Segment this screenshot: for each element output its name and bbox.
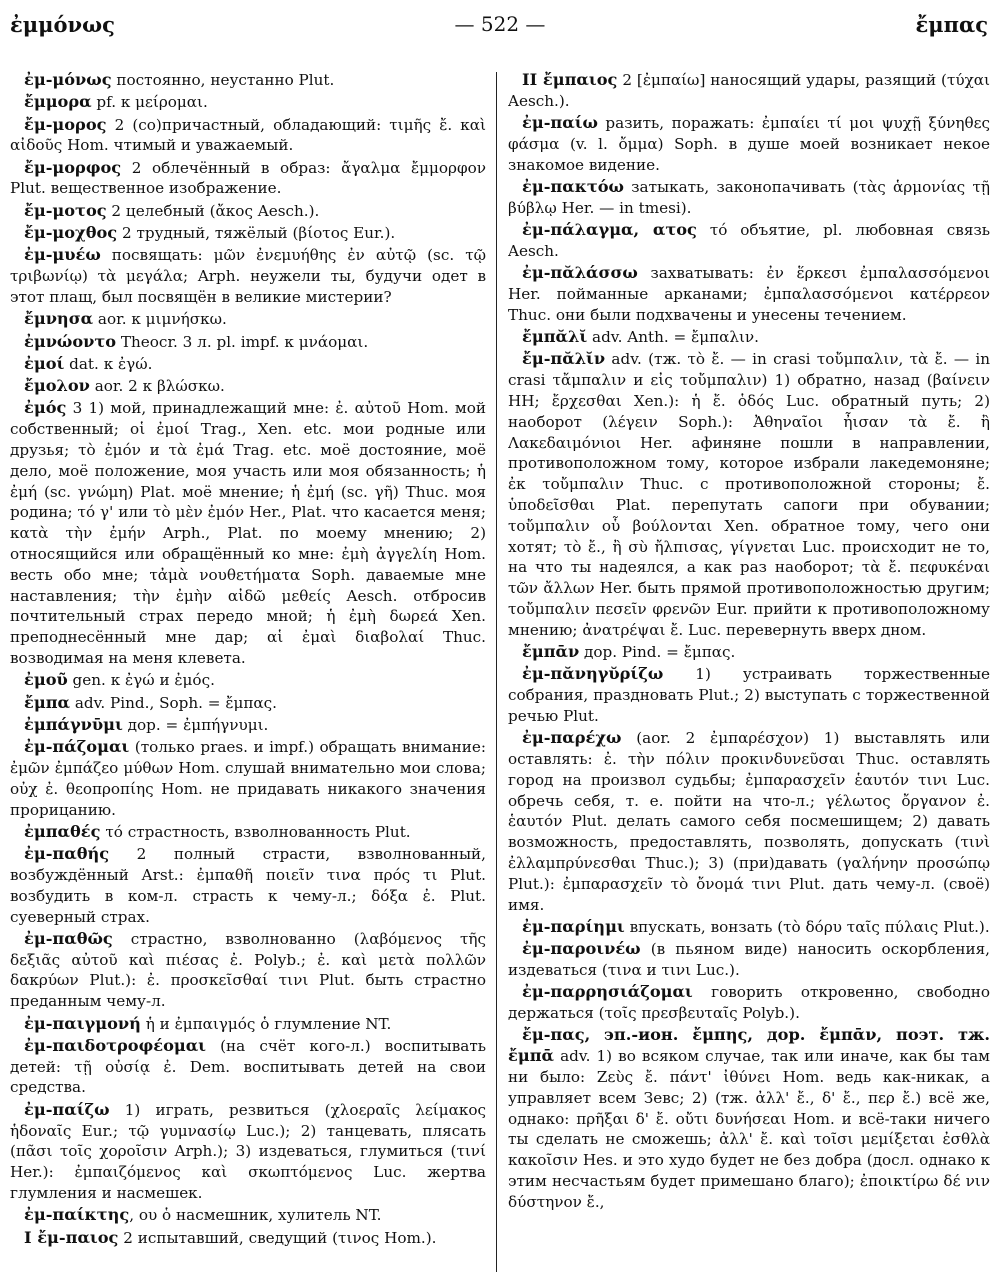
entry-headword: ἔμ-πας, эп.-ион. ἔμπης, дор. ἔμπᾱν, поэт. тж. ἔμπᾱ [508,1025,990,1066]
entry-definition: 2 [ἐμπαίω] наносящий удары, разящий (τύχαι Aesch.). [508,71,990,110]
dictionary-entry [508,917,990,938]
entry-headword: ἐμ-παιγμονή [24,1013,141,1033]
entry-definition: захватывать: ἐν ἕρκεσι ἐμπαλασσόμενοι Her. пойманные арканами; ἐμπαλασσόμενοι κατέρρεον Thuc. они были подхвачены и унесены течением. [508,264,990,324]
entry-definition: τό страстность, взволнованность Plut. [100,822,411,841]
entry-definition: (в пьяном виде) наносить оскорбления, издеваться (τινα и τινι Luc.). [508,940,990,979]
dictionary-entry [508,113,990,175]
dictionary-entry [10,693,486,714]
entry-headword: ἔμ-μορφος [24,157,122,177]
entry-headword: ἐμ-παιδοτροφέομαι [24,1035,207,1055]
entry-headword: ἐμ-παρρησιάζομαι [522,982,693,1002]
dictionary-entry [508,70,990,112]
dictionary-entry [10,70,486,91]
entry-headword: ἐμ-μυέω [24,245,101,265]
dictionary-entry [10,1100,486,1204]
entry-definition: pf. к μείρομαι. [91,93,208,112]
entry-headword: II ἔμπαιος [522,70,618,89]
entry-headword: ἐμπαθές [24,821,101,841]
entry-headword: ἔμπα [24,692,70,712]
dictionary-entry [10,844,486,927]
entry-headword: ἐμοῦ [24,670,68,690]
entry-definition: 2 целебный (ἄκος Aesch.). [106,201,320,220]
entry-headword: ἐμ-παροινέω [522,939,641,959]
entry-headword: ἐμ-πακτόω [522,176,624,196]
entry-definition: adv. (тж. τὸ ἔ. — in crasi τοὔμπαλιν, τὰ ἔ. — in crasi τἄμπαλιν и εἰς τοὔμπαλιν) 1) обратно, назад (βαίνειν HH; ἔρχεσθαι Xen.): ἡ ἔ. ὁδός Luc. обратный путь; 2) наоборот (λέγειν Soph.): Ἀθηναῖοι ἦισαν τὰ ἔ. ἢ Λακεδαιμόνιοι Her. афиняне пошли в направлении, противоположном тому, которое избрали лакедемоняне; ἐκ τοὔμπαλιν Thuc. с противоположной стороны; ἔ. ὑποδεῖσθαι Plat. перепутать сапоги при обувании; τοὔμπαλιν οὗ βούλονται Xen. обратное тому, чего они хотят; τὸ ἔ., ἢ σὺ ἤλπισας, γίγνεται Luc. происходит не то, на что ты надеялся, а как раз наоборот; τὰ ἔ. πεφυκέναι τῶν ἄλλων Her. быть прямой противоположностью другим; τοὔμπαλιν πεσεῖν φρενῶν Eur. прийти к противоположному мнению; ἀνατρέψαι ἔ. Luc. перевернуть вверх дном. [508,350,990,639]
dictionary-entry [508,177,990,219]
entry-definition: затыкать, законопачивать (τὰς ἁρμονίας τῇ βύβλῳ Her. — in tmesi). [508,177,990,217]
entry-definition: dat. к ἐγώ. [64,354,153,373]
entry-headword: ἐμπάγνῡμι [24,714,123,734]
entry-definition: (только praes. и impf.) обращать внимание: ἐμῶν ἐμπάζεο μύθων Hom. слушай внимательно мои слова; οὐχ ἐ. θεοπροπίης Hom. не придавать никакого значения прорицанию. [10,738,486,819]
entry-definition: aor. 2 к βλώσκω. [89,377,225,396]
entry-definition: , ου ὁ насмешник, хулитель NT. [129,1206,382,1225]
entry-headword: ἔμπᾱν [522,642,580,662]
entry-definition: постоянно, неустанно Plut. [111,71,335,89]
entry-definition: посвящать: μῶν ἐνεμυήθης ἐν αὐτῷ (sc. τῷ τριβωνίῳ) τὰ μεγάλα; Arph. неужели ты, будучи одет в этот плащ, был посвящён в великие мистерии? [10,246,486,306]
entry-headword: ἔμπᾰλῐ [522,327,588,347]
entry-headword: ἐμ-παθῶς [24,928,113,948]
dictionary-entry [10,115,486,157]
entry-definition: τό объятие, pl. любовная связь Aesch. [508,221,990,260]
dictionary-entry [10,1228,486,1249]
dictionary-entry [10,223,486,244]
dictionary-entry [10,1014,486,1035]
entry-definition: 3 1) мой, принадлежащий мне: ἐ. αὐτοῦ Hom. мой собственный; οἱ ἐμοί Trag., Xen. etc. мои родные или друзья; τὸ ἐμόν и τὰ ἐμά Trag. etc. моё достояние, моё дело, моё положение, моя участь или моя обязанность; ἡ ἐμή (sc. γνώμη) Plat. моё мнение; ἡ ἐμή (sc. γῆ) Thuc. моя родина; τό γ' или τὸ μὲν ἐμόν Her., Plat. что касается меня; κατὰ τὴν ἐμήν Arph., Plat. по моему мнению; 2) относящийся или обращённый ко мне: ἐμὴ ἀγγελίη Hom. весть обо мне; τἀμὰ νουθετήματα Soph. даваемые мне наставления; τὴν ἐμὴν αἰδῶ μεθείς Aesch. отбросив почтительный страх передо мной; ἡ ἐμὴ δωρεά Xen. преподнесённый мне дар; αἱ ἐμαὶ διαβολαί Thuc. возводимая на меня клевета. [10,399,486,668]
entry-headword: ἐμνώοντο [24,331,117,351]
entry-headword: ἐμ-παρίημι [522,916,625,936]
entry-headword: ἐμ-μόνως [24,70,112,89]
dictionary-entry [508,1025,990,1212]
dictionary-entry [10,398,486,668]
dictionary-entry [10,201,486,222]
entry-definition: страстно, взволнованно (λαβόμενος τῆς δεξιᾶς αὐτοῦ καὶ πιέσας ἐ. Polyb.; ἐ. καὶ μετὰ πολλῶν δακρύων Plut.): ἐ. προσκεῖσθαί τινι Plut. быть страстно преданным чему-л. [10,929,486,1011]
dictionary-entry [10,245,486,307]
dictionary-entry [10,92,486,113]
entry-headword: ἐμ-πᾰλάσσω [522,263,638,283]
entry-headword: ἔμ-μοτος [24,200,107,220]
entry-headword: ἔμολον [24,376,90,396]
dictionary-entry [508,728,990,915]
dictionary-entry [508,664,990,726]
entry-definition: 2 полный страсти, взволнованный, возбуждённый Arst.: ἐμπαθῆ ποιεῖν τινα πρός τι Plut. возбудить в ком-л. страсть к чему-л.; δόξα ἐ. Plut. суеверный страх. [10,845,486,926]
entry-headword: ἐμ-πᾰνηγῠρίζω [522,664,664,684]
entry-headword: ἐμ-πάζομαι [24,737,130,757]
dictionary-entry [508,642,990,663]
dictionary-entry [10,158,486,200]
entry-headword: ἐμ-πάλαγμα, ατος [522,220,697,240]
dictionary-entry [508,349,990,640]
dictionary-entry [508,939,990,981]
dictionary-entry [10,1036,486,1098]
entry-headword: ἐμοί [24,353,65,373]
right-column [508,70,990,1275]
entry-definition: 1) играть, резвиться (χλοεραῖς λείμακος ἡδοναῖς Eur.; τῷ γυμνασίῳ Luc.); 2) танцевать, плясать (πᾶσι τοῖς χοροῖσιν Arph.); 3) издеваться, глумиться (τινί Her.): ἐμπαιζόμενος καὶ σκωπτόμενος Luc. жертва глумления и насмешек. [10,1100,486,1202]
dictionary-entry [10,376,486,397]
dictionary-entry [10,1205,486,1226]
dictionary-entry [10,737,486,820]
entry-definition: дор. = ἐμπήγνυμι. [122,715,269,734]
entry-headword: ἐμ-παίω [522,113,598,133]
dictionary-entry [10,822,486,843]
dictionary-entry [508,220,990,262]
entry-definition: разить, поражать: ἐμπαίει τί μοι ψυχῇ ξύνηθες φάσμα (v. l. ὄμμα) Soph. в душе моей возникает некое знакомое видение. [508,114,990,174]
entry-definition: adv. 1) во всяком случае, так или иначе, как бы там ни было: Ζεὺς ἔ. πάντ' ἰθύνει Hom. ведь как-никак, а управляет всем Зевс; 2) (тж. ἀλλ' ἔ., δ' ἔ., περ ἔ.) всё же, однако: πρῆξαι δ' ἔ. οὔτι δυνήσεαι Hom. и всё-таки ничего ты сделать не сможешь; ἀλλ' ἔ. καὶ τοῖσι μεμίξεται ἐσθλὰ κακοῖσιν Hes. и это худо будет не без добра (досл. однако к этим несчастьям будет примешано благо); ἐποικτίρω δέ νιν δύστηνον ἔ., [508,1047,990,1211]
dictionary-entry [10,332,486,353]
entry-headword: ἐμ-παίζω [24,1099,110,1119]
entry-headword: ἔμ-μορος [24,114,107,134]
entry-headword: ἐμός [24,398,67,418]
left-column [10,70,486,1275]
entry-definition: Theocr. 3 л. pl. impf. к μνάομαι. [116,332,369,351]
dictionary-entry [508,263,990,325]
entry-definition: ἡ и ἐμπαιγμός ὁ глумление NT. [140,1014,392,1033]
running-head-last-word: ἔμπας [915,12,988,37]
dictionary-entry [10,715,486,736]
entry-definition: gen. к ἐγώ и ἐμός. [67,671,215,690]
running-header [0,0,1000,50]
entry-headword: ἔμ-μοχθος [24,223,118,243]
dictionary-entry [10,309,486,330]
entry-definition: aor. к μιμνήσκω. [93,310,227,329]
dictionary-entry [10,354,486,375]
entry-definition: 2 трудный, тяжёлый (βίοτος Eur.). [117,224,396,243]
entry-definition: 2 облечённый в образ: ἄγαλμα ἔμμορφον Plut. вещественное изображение. [10,158,486,198]
entry-definition: 2 (со)причастный, обладающий: τιμῆς ἔ. καὶ αἰδοῦς Hom. чтимый и уважаемый. [10,115,486,155]
entry-definition: adv. Anth. = ἔμπαλιν. [587,328,759,347]
entry-headword: ἔμνησα [24,309,94,329]
entry-headword: ἐμ-παθής [24,844,110,864]
running-head-first-word: ἐμμόνως [10,12,115,37]
entry-definition: дор. Pind. = ἔμπας. [579,643,736,662]
entry-definition: впускать, вонзать (τὸ δόρυ ταῖς πύλαις Plut.). [624,917,990,936]
column-divider [496,72,497,1272]
entry-headword: ἐμ-παρέχω [522,728,622,748]
dictionary-entry [10,929,486,1012]
dictionary-entry [508,982,990,1024]
entry-definition: 2 испытавший, сведущий (τινος Hom.). [118,1228,437,1247]
entry-definition: (aor. 2 ἐμπαρέσχον) 1) выставлять или оставлять: ἐ. τὴν πόλιν προκινδυνεῦσαι Thuc. оставлять город на произвол судьбы; ἐμπαρασχεῖν ἑαυτόν τινι Luc. обречь себя, т. е. пойти на что-л.; γέλωτος ὄργανον ἐ. ἑαυτόν Plut. делать самого себя посмешищем; 2) давать возможность, предоставлять, позволять, допускать (τινὶ ἐλλαμπρύνεσθαι Thuc.); 3) (при)давать (γαλήνην προσώπῳ Plut.): ἐμπαρασχεῖν τὸ ὄνομά τινι Plut. дать чему-л. (своё) имя. [508,729,990,914]
entry-headword: ἔμ-πᾰλῐν [522,349,606,369]
dictionary-entry [10,670,486,691]
entry-definition: (на счёт кого-л.) воспитывать детей: τῇ οὐσίᾳ ἐ. Dem. воспитывать детей на свои средства. [10,1036,486,1097]
entry-headword: I ἔμ-παιος [24,1227,119,1247]
entry-headword: ἔμμορα [24,92,92,112]
entry-definition: 1) устраивать торжественные собрания, праздновать Plut.; 2) выступать с торжественной речью Plut. [508,665,990,725]
dictionary-entry [508,327,990,348]
entry-definition: adv. Pind., Soph. = ἔμπας. [70,693,277,712]
entry-definition: говорить откровенно, свободно держаться (τοῖς πρεσβευταῖς Polyb.). [508,983,990,1023]
entry-headword: ἐμ-παίκτης [24,1205,130,1225]
page-number: — 522 — [454,12,546,36]
